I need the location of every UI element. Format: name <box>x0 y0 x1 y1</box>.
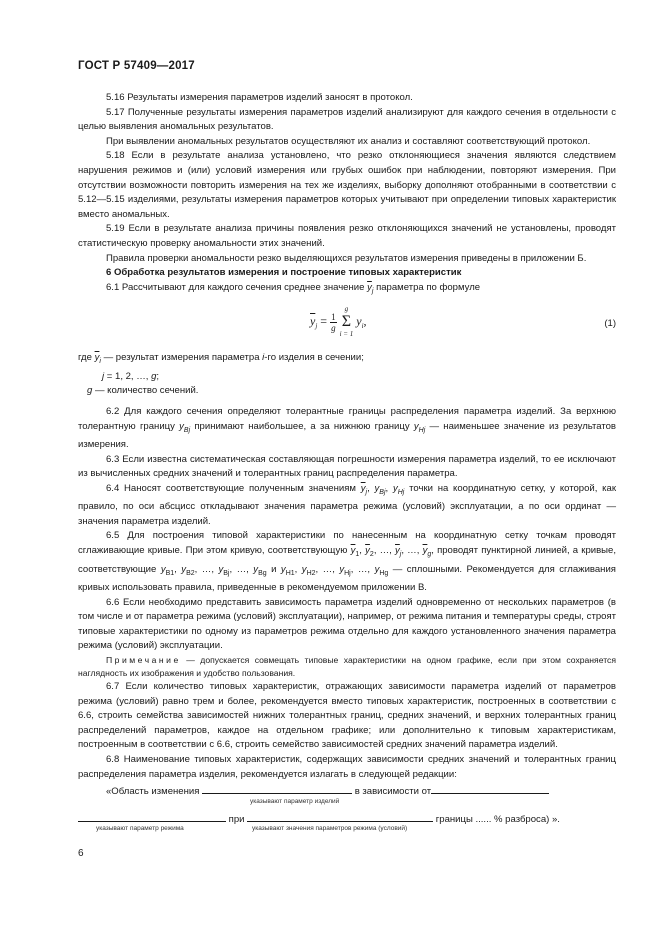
para-6-5: 6.5 Для построения типовой характеристики по нанесенным на координатную сетку точкам проводят сглаживающие кривые. При этом кривую, соответствующую $\overline{y}_1$, $\overline{y}_2$, …, $\overline{y}_j$, …, $\overline{y}_g$, проводят пунктирной линией, а кривые, соответствующие $y_{B1}$, $y_{B2}$, …, $y_{Bj}$, …, $y_{Bg}$ и $y_{H1}$, $y_{H2}$, …, $y_{Hj}$, …, $y_{Hg}$ — сплошными. Рекомендуется для сглаживания кривых использовать правила, приведенные в рекомендуемом приложении В. <box>78 530 616 594</box>
note: Примечание — допускается совмещать типовые характеристики на одном графике, если при этом сохраняется наглядность их изображения и удобство пользования. <box>78 655 616 679</box>
para-6-3: 6.3 Если известна систематическая составляющая погрешности измерения параметра изделий, то ее исключают из вычисленных средних значений и толерантных границ распределения параметра. <box>78 453 616 480</box>
para-5-17-b: При выявлении аномальных результатов осуществляют их анализ и составляют соответствующий протокол. <box>106 135 591 147</box>
variable-definitions: где $\overline{y}_i$ — результат измерения параметра i-го изделия в сечении; j = 1, 2, …, g; g — количество сечений. <box>78 352 364 397</box>
template-line-2: при границы ...... % разброса) ». <box>78 810 616 828</box>
caption-mode-values: указывают значения параметров режима (условий) <box>252 825 408 833</box>
caption-mode-parameter: указывают параметр режима <box>96 825 184 833</box>
para-6-7: 6.7 Если количество типовых характеристик, отражающих зависимости параметра изделий от параметров режима (условий) равно трем и более, рекомендуется вместо типовых характеристик, построенных в соответствии с 6.6, строить семейства зависимостей нижних толерантных границ, средних значений, и верхних толерантных границ распределений параметров, каждое на отдельном графике; или дополнительно к типовым характеристикам, построенным в соответствии с 6.6, строить семейство зависимостей средних значений параметра изделий. <box>78 681 616 751</box>
para-6-1: 6.1 Рассчитывают для каждого сечения среднее значение $\overline{y}_j$ параметра по формуле <box>106 281 481 295</box>
template-line-1: «Область изменения в зависимости от <box>78 782 616 800</box>
para-6-6: 6.6 Если необходимо представить зависимость параметра изделий одновременно от нескольких параметров (в том числе и от параметра режима (условий) эксплуатации), например, от режима питания и температуры среды, строят типовые характеристики по одному из параметров режима отдельно для каждого установленного значения параметра режима (условий) эксплуатации. <box>78 596 616 652</box>
para-6-4: 6.4 Наносят соответствующие полученным значениям $\overline{y}_j$, $y_{Bj}$, $y_{Hj}$ точки на координатную сетку, у которой, как правило, по оси абсцисс откладывают значения параметра режима (условий) эксплуатации, а по оси ординат — значения параметра изделий. <box>78 482 617 527</box>
para-5-18: 5.18 Если в результате анализа установлено, что резко отклоняющиеся значения являются следствием нарушения режимов и (или) условий измерения или грубых ошибок при наблюдении, повторяют измерения. При отсутствии возможности повторить измерения на тех же изделиях, выборку дополняют отобранными в соответствии с 5.12—5.15 изделиями, результаты измерения параметров которых учитывают при определении типовых характеристик вместо аномальных. <box>78 150 616 220</box>
para-5-19-b: Правила проверки аномальности резко выделяющихся результатов измерения приведены в приложении Б. <box>106 252 587 264</box>
document-body <box>78 91 616 837</box>
para-6-2: 6.2 Для каждого сечения определяют толерантные границы распределения параметра изделий. За верхнюю толерантную границу $y_{Bj}$ принимают наибольшее, а за нижнюю границу $y_{Hj}$ — наименьшее значение из результатов измерения. <box>78 405 616 450</box>
para-6-8: 6.8 Наименование типовых характеристик, содержащих зависимости средних значений и толерантных границ распределения параметра изделия, рекомендуется излагать в следующей редакции: <box>78 754 616 780</box>
document-header: ГОСТ Р 57409—2017 <box>78 60 195 72</box>
para-5-17: 5.17 Полученные результаты измерения параметров изделий анализируют для каждого сечения в отдельности с целью выявления аномальных результатов. <box>78 106 616 133</box>
section-6-heading: 6 Обработка результатов измерения и построение типовых характеристик <box>106 267 462 279</box>
para-5-16: 5.16 Результаты измерения параметров изделий заносят в протокол. <box>106 92 413 103</box>
caption-product-parameter: указывают параметр изделий <box>250 797 340 805</box>
equation-number: (1) <box>604 318 616 330</box>
page-number: 6 <box>78 848 84 859</box>
formula-1: $\overline{y}_j$ = $\frac{1}{g}$ g Σ i = 1 $y_i$, (1) <box>310 305 616 339</box>
para-5-19: 5.19 Если в результате анализа причины появления резко отклоняющихся значений не установлены, проводят статистическую проверку аномальности этих значений. <box>78 223 616 249</box>
